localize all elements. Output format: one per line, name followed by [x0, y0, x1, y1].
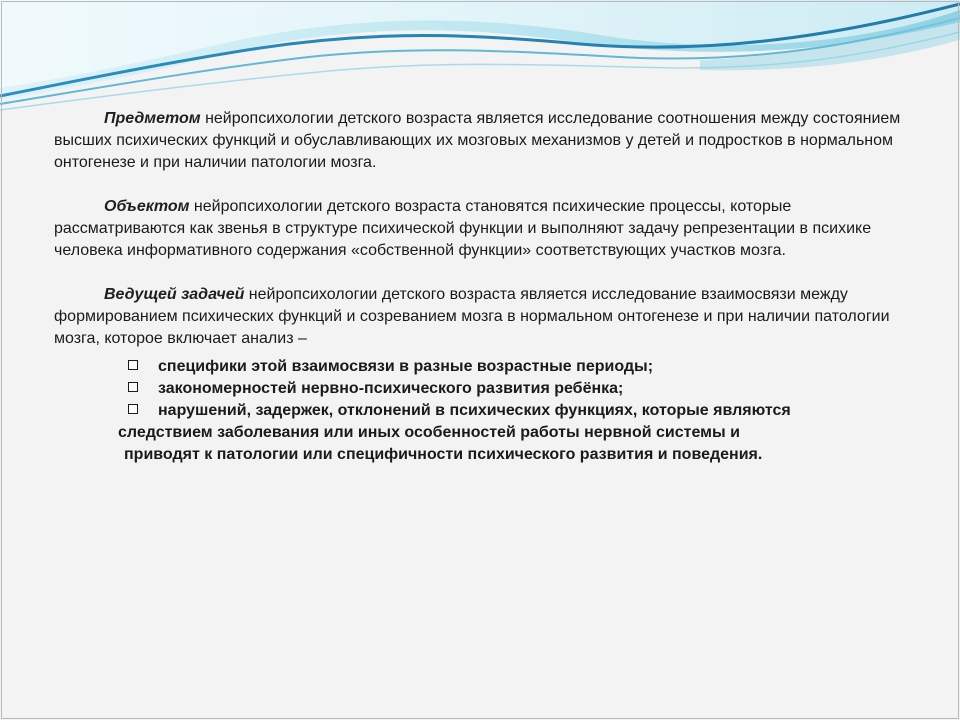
paragraph-task-lead: Ведущей задачей: [104, 286, 245, 303]
list-item: [54, 378, 924, 400]
paragraph-subject-text: нейропсихологии детского возраста является исследование соотношения между состоянием высших психических функций и обуславливающих их мозговых механизмов у детей и подростков в нормальном онтогенезе и при наличии патологии мозга.: [54, 110, 901, 171]
paragraph-subject: [54, 108, 924, 174]
paragraph-object: [54, 196, 924, 262]
list-item-text: нарушений, задержек, отклонений в психических функциях, которые являются: [158, 402, 791, 419]
checkbox-bullet-icon: [128, 382, 138, 392]
analysis-list: [54, 356, 924, 466]
checkbox-bullet-icon: [128, 360, 138, 370]
list-item: [54, 356, 924, 378]
list-item: [54, 400, 924, 466]
list-item-continuation: следствием заболевания или иных особенностей работы нервной системы и: [118, 424, 740, 441]
list-item-text: специфики этой взаимосвязи в разные возрастные периоды;: [158, 358, 654, 375]
list-item-text: закономерностей нервно-психического развития ребёнка;: [158, 380, 624, 397]
paragraph-task: [54, 284, 924, 350]
paragraph-subject-lead: Предметом: [104, 110, 201, 127]
paragraph-object-lead: Объектом: [104, 198, 190, 215]
list-item-continuation: приводят к патологии или специфичности психического развития и поведения.: [124, 446, 763, 463]
header-wave-decoration: [0, 0, 960, 120]
slide-body: [54, 108, 924, 466]
paragraph-task-text: нейропсихологии детского возраста является исследование взаимосвязи между формированием психических функций и созреванием мозга в нормальном онтогенезе и при наличии патологии мозга, которое включает анализ –: [54, 286, 890, 347]
paragraph-object-text: нейропсихологии детского возраста становятся психические процессы, которые рассматриваются как звенья в структуре психической функции и выполняют задачу репрезентации в психике человека информативного содержания «собственной функции» соответствующих участков мозга.: [54, 198, 872, 259]
checkbox-bullet-icon: [128, 404, 138, 414]
